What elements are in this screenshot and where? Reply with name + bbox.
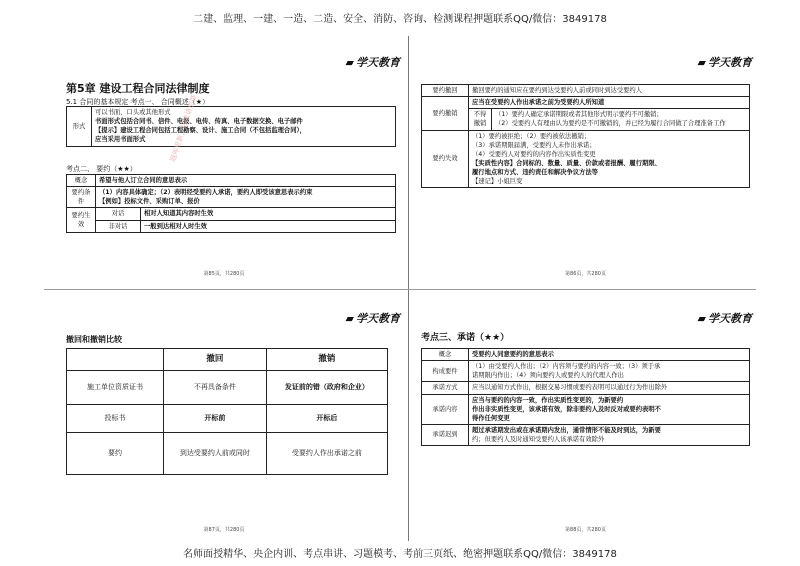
page-number: 第87页，共280页: [203, 527, 245, 533]
acceptance-table: 概念 受要约人同意要约的意思表示 构成要件 （1）由受要约人作出；（2）内容须与要约的内容一致；（3）须于承 诺期限内作出；（4）须向要约人或要约人的代理人作出 承诺方式 应当以通知方式作出，根据交易习惯或要约表明可以通过行为作出除外 承诺内容 应当与要约的内容一致，作出实质性变更的，为新要约 作出非实质性变更，该承诺有效，除非要约人及时反对或要约表明不 得作任何变更 承诺迟到 超过承诺期发出或在承诺期内发出，通常情形不能及时到达，为新要 约；但要约人及时通知受要约人该承诺有效除外: [421, 348, 750, 446]
page-number: 第86页，共280页: [565, 271, 606, 277]
logo-icon: ▰: [697, 312, 706, 325]
logo-icon: ▰: [345, 56, 354, 69]
chapter-title: 第5章 建设工程合同法律制度: [66, 82, 210, 95]
page-number: 第85页，共280页: [203, 271, 245, 277]
offer-table: 概念 希望与他人订立合同的意思表示 要约条件 （1）内容具体确定；（2）表明经受要约人承诺，要约人即受该意思表示约束 【例如】投标文件、采购订单、报价 要约生效 对话 相对人知道其内容时生效 非对话 一般到达相对人时生效: [66, 174, 396, 233]
form-table: [66, 106, 396, 147]
logo-icon: ▰: [697, 56, 706, 69]
top-banner: 二建、监理、一建、一造、二造、安全、消防、咨询、检测课程押题联系QQ/微信：3849178: [193, 14, 607, 25]
slide-86: [415, 40, 756, 283]
form-label: 形式: [67, 107, 92, 147]
compare-title: 撤回和撤销比较: [66, 335, 122, 344]
section-title: 5.1 合同的基本规定 考点一、 合同概述（★）: [66, 98, 210, 106]
offer-section-title: 考点二、 要约（★★）: [66, 165, 137, 173]
acceptance-title: 考点三、承诺（★★）: [421, 333, 510, 343]
logo: ▰ 学天教育: [345, 56, 400, 69]
slide-85: [44, 40, 404, 283]
bottom-banner: 名师面授精华、央企内训、考点串讲、习题模考、考前三页纸、绝密押题联系QQ/微信：3849178: [183, 549, 617, 560]
horizontal-divider: [44, 289, 756, 290]
logo-icon: ▰: [345, 312, 354, 325]
logo: ▰ 学天教育: [697, 312, 752, 325]
slide-88: [415, 296, 756, 539]
page-number: 第88页，共280页: [565, 527, 606, 533]
compare-table: 撤回 撤销 施工单位资质证书 不再具备条件 发证前的错（政府和企业） 投标书 开标前 开标后 要约 到达受要约人前或同时 受要约人作出承诺之前: [66, 348, 388, 475]
logo: ▰ 学天教育: [345, 312, 400, 325]
revoke-table: 要约撤回 撤回要约的通知应在要约到达受要约人前或同时到达受要约人 要约撤销 应当在受要约人作出承诺之前为受要约人所知道 不得撤销 （1）要约人确定承诺期限或者其他形式明示要约不可撤销； （2）受要约人有理由认为要约是不可撤销的，并已经为履行合同做了合理准备工作 要约失效 （1）要约被拒绝；（2）要约被依法撤销； （3）承诺期限届满，受要约人未作出承诺； （4）受要约人对要约的内容作出实质性变更 【实质性内容】合同标的、数量、质量、价款或者报酬、履行期限、 履行地点和方式、违约责任和解决争议方法等 【速记】小姐巨变: [421, 84, 750, 188]
form-content: 可以书面、口头或其他形式 书面形式包括合同书、信件、电报、电传、传真、电子数据交换、电子邮件 【提示】建设工程合同包括工程勘察、设计、施工合同（不包括监理合同）， 应当采用书面形式: [92, 107, 396, 147]
watermark: 题库更新，后续请加群: [168, 93, 199, 163]
slide-87: [44, 296, 404, 539]
logo: ▰ 学天教育: [697, 56, 752, 69]
